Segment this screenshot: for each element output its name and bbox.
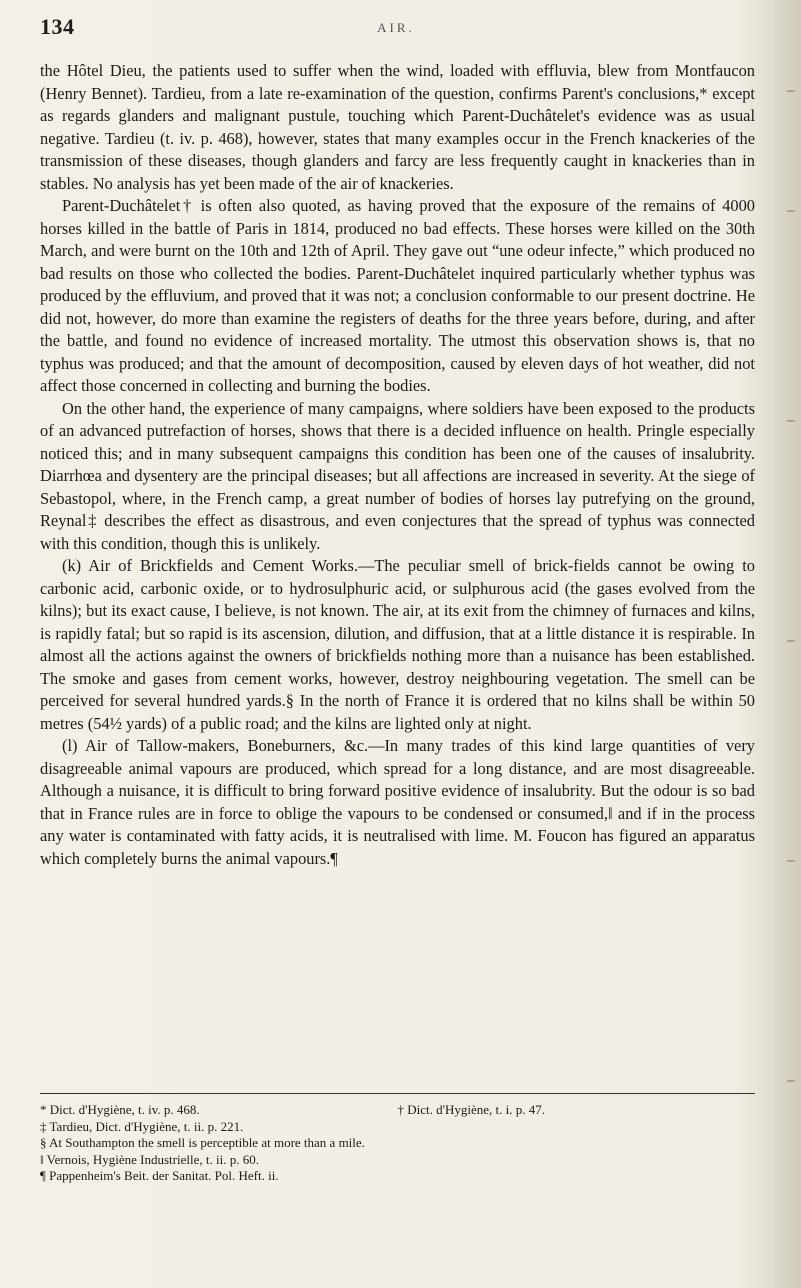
footnote-pilcrow: ¶ Pappenheim's Beit. der Sanitat. Pol. Heft. ii. [40, 1168, 279, 1183]
spine-mark [787, 640, 795, 642]
spine-mark [787, 1080, 795, 1082]
paragraph-parent-duchatelet: Parent-Duchâtelet† is often also quoted, as having proved that the exposure of the remains of 4000 horses killed in the battle of Paris in 1814, produced no bad effects. These horses were killed on the 30th March, and were burnt on the 10th and 12th of April. They gave out “une odeur infecte,” which produced no bad results on those who collected the bodies. Parent-Duchâtelet inquired particularly whether typhus was produced by the effluvium, and proved that it was not; a conclusion conformable to our present doctrine. He did not, however, do more than examine the registers of deaths for the three years before, during, and after the battle, and found no evidence of increased mortality. The utmost this observation shows is, that no typhus was produced; and that the amount of decomposition, caused by eleven days of hot weather, did not affect those concerned in collecting and burning the bodies. [40, 196, 755, 395]
body-text [40, 60, 755, 870]
book-spine-edge [775, 0, 801, 1288]
footnote-star: * Dict. d'Hygiène, t. iv. p. 468. [40, 1102, 200, 1117]
page-number: 134 [40, 14, 75, 39]
paragraph-campaigns: On the other hand, the experience of many campaigns, where soldiers have been exposed to the products of an advanced putrefaction of horses, shows that there is a decided influence on health. Pringle especially noticed this; and in many subsequent campaigns this condition has been one of the causes of insalubrity. Diarrhœa and dysentery are the principal diseases; but all affections are increased in severity. At the siege of Sebastopol, where, in the French camp, a great number of bodies of horses lay putrefying on the ground, Reynal‡ describes the effect as disastrous, and even conjectures that the spread of typhus was connected with this condition, though this is unlikely. [40, 398, 755, 553]
footnote-section: § At Southampton the smell is perceptible at more than a mile. [40, 1135, 365, 1150]
paragraph-brickfields: (k) Air of Brickfields and Cement Works.—The peculiar smell of brick-fields cannot be owing to carbonic acid, carbonic oxide, or to hydrosulphuric acid, or sulphurous acid (the gases evolved from the kilns); but its exact cause, I believe, is not known. The air, at its exit from the chimney of furnaces and kilns, is rapidly fatal; but so rapid is its ascension, dilution, and diffusion, that at a little distance it is respirable. In almost all the actions against the owners of brickfields nothing more than a nuisance has been established. The smoke and gases from cement works, however, destroy neighbouring vegetation. The smell can be perceived for several hundred yards.§ In the north of France it is ordered that no kilns shall be within 50 metres (54½ yards) of a public road; and the kilns are lighted only at night. [40, 556, 755, 733]
spine-mark [787, 420, 795, 422]
spine-mark [787, 210, 795, 212]
footnote-parallel: ‖ Vernois, Hygiène Industrielle, t. ii. p. 60. [40, 1151, 259, 1167]
footnote-row [40, 1102, 755, 1119]
footnotes [40, 1102, 755, 1185]
paragraph-tallow-makers: (l) Air of Tallow-makers, Boneburners, &c.—In many trades of this kind large quantities of very disagreeable animal vapours are produced, which spread for a long distance, and are most disagreeable. Although a nuisance, it is difficult to bring forward positive evidence of insalubrity. But the odour is so bad that in France rules are in force to oblige the vapours to be condensed or consumed,‖ and if in the process any water is contaminated with fatty acids, it is neutralised with lime. M. Foucon has figured an apparatus which completely burns the animal vapours.¶ [40, 736, 755, 868]
footnote-rule [40, 1093, 755, 1094]
spine-mark [787, 860, 795, 862]
footnote-double-dagger: ‡ Tardieu, Dict. d'Hygiène, t. ii. p. 221. [40, 1118, 244, 1134]
spine-mark [787, 90, 795, 92]
running-head: AIR. [377, 20, 415, 35]
paragraph-hotel-dieu: the Hôtel Dieu, the patients used to suffer when the wind, loaded with effluvia, blew from Montfaucon (Henry Bennet). Tardieu, from a late re-examination of the question, confirms Parent's conclusions,* except as regards glanders and malignant pustule, touching which Parent-Duchâtelet's evidence was as usual negative. Tardieu (t. iv. p. 468), however, states that many examples occur in the French knackeries of the transmission of these diseases, though glanders and farcy are less frequently caught in knackeries than in stables. No analysis has yet been made of the air of knackeries. [40, 61, 755, 193]
page-header [40, 14, 752, 40]
footnote-dagger: † Dict. d'Hygiène, t. i. p. 47. [397, 1102, 545, 1117]
